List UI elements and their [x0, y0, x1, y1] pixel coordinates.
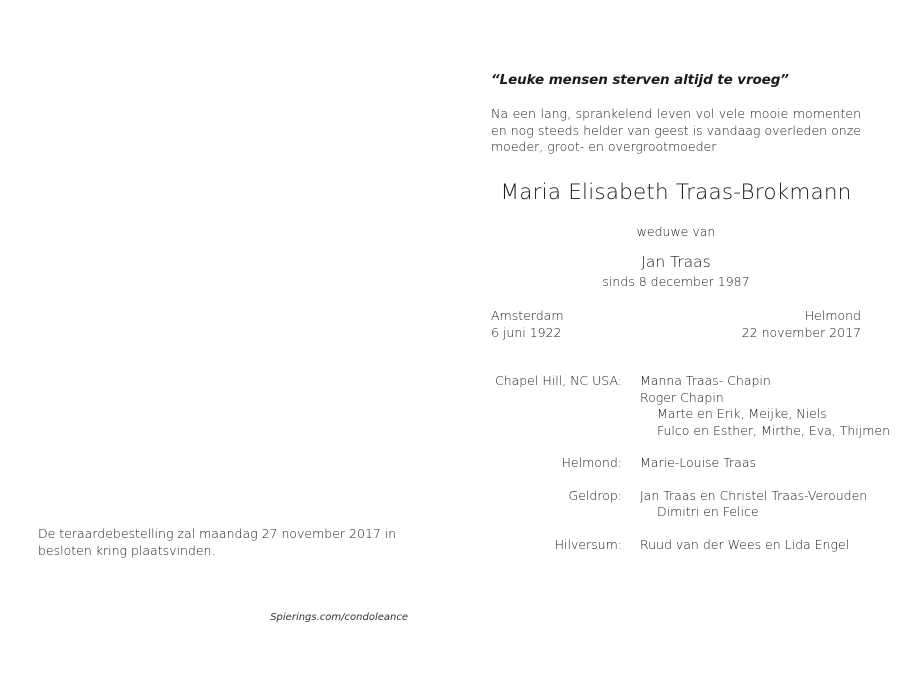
birth-place: Amsterdam [491, 308, 564, 323]
family-member: Roger Chapin [640, 389, 724, 405]
family-group-chapel-hill [491, 373, 891, 439]
grandchildren-line: Fulco en Esther, Mirthe, Eva, Thijmen [657, 422, 891, 438]
family-names [640, 537, 891, 554]
right-page [453, 0, 906, 681]
spouse-name: Jan Traas [641, 253, 711, 271]
spouse-since-date: sinds 8 december 1987 [602, 274, 750, 289]
family-member: Jan Traas en Christel Traas-Verouden [640, 487, 868, 503]
grandchildren-line: Marte en Erik, Meijke, Niels [657, 406, 827, 421]
family-names [640, 455, 891, 472]
family-list [491, 373, 891, 569]
death-place: Helmond [804, 308, 861, 323]
death-info [711, 307, 861, 341]
family-member: Marie-Louise Traas [640, 455, 756, 470]
family-member: Ruud van der Wees en Lida Engel [640, 536, 850, 552]
family-names [640, 488, 891, 521]
family-group-geldrop [491, 488, 891, 521]
quote: “Leuke mensen sterven altijd te vroeg” [491, 72, 789, 88]
family-location: Chapel Hill, NC USA: [494, 373, 622, 388]
widow-of-label: weduwe van [636, 224, 716, 239]
deceased-name: Maria Elisabeth Traas-Brokmann [500, 180, 852, 205]
birth-info [491, 307, 564, 341]
family-location: Geldrop: [568, 487, 622, 503]
family-member: Manna Traas- Chapin [640, 373, 771, 388]
condolence-website-link[interactable]: Spierings.com/condoleance [270, 612, 408, 623]
family-group-hilversum [491, 537, 891, 554]
family-location: Hilversum: [554, 536, 622, 552]
birth-date: 6 juni 1922 [491, 325, 562, 340]
family-location: Helmond: [561, 455, 622, 470]
intro-text: Na een lang, sprankelend leven vol vele mooie momenten en nog steeds helder van geest is vandaag overleden onze moeder, groot- en overgrootmoeder [491, 106, 861, 154]
family-names [640, 373, 891, 439]
funeral-notice-text: De teraardebestelling zal maandag 27 november 2017 in besloten kring plaatsvinden. [38, 526, 397, 558]
death-date: 22 november 2017 [741, 325, 861, 340]
family-group-helmond [491, 455, 891, 472]
grandchildren-line: Dimitri en Felice [657, 504, 759, 519]
